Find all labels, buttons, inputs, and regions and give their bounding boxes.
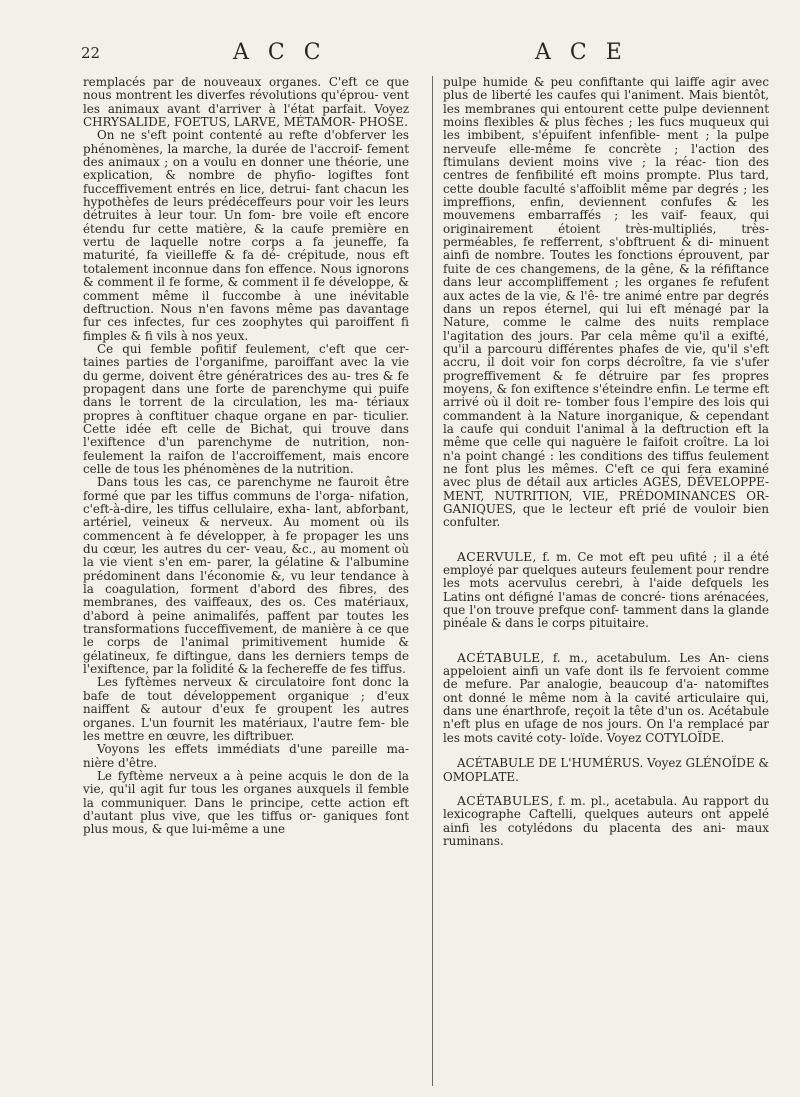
paragraph: Dans tous les cas, ce parenchyme ne fauroit être formé que par les tiffus communs de l'orga- nifation, c'eft-à-dire, les tiffus cellulaire, exha- lant, abforbant, artériel, veineux & nerveux. Au moment où ils commencent à fe développer, à fe propager les uns du cœur, les autres du cer- veau, &c., au moment où la vie vient s'en em- parer, la gélatine & l'albumine prédominent dans l'économie &, vu leur tendance à la coagulation, forment d'abord des fibres, des membranes, des vaiffeaux, des os. Ces matériaux, d'abord à peine animalifés, paffent par toutes les transformations fucceffivement, de manière à ce que le corps de l'animal primitivement humide & gélatineux, fe diftingue, dans les derniers temps de l'exiftence, par la folidité & la fechereffe de fes tiffus. (83, 475, 409, 677)
paragraph: Ce qui femble pofitif feulement, c'eft que cer- taines parties de l'organifme, paroiffant avec la vie du germe, doivent être génératrices des au- tres & fe propagent dans une forte de parenchyme qui puife dans le torrent de la circulation, les ma- tériaux propres à conftituer chaque organe en par- ticulier. Cette idée eft celle de Bichat, qui trouve dans l'exiftence d'un parenchyme de nutrition, non- feulement la raifon de l'accroiffement, mais encore celle de tous les phénomènes de la nutrition. (83, 341, 409, 476)
paragraph: Le fyftème nerveux a à peine acquis le don de la vie, qu'il agit fur tous les organes auxquels il femble la communiquer. Dans le principe, cette action eft d'autant plus vive, que les tiffus or- ganiques font plus mous, & que lui-même a une (83, 768, 409, 837)
page-header (0, 40, 800, 70)
column-divider (432, 76, 433, 1086)
entry-acetabule-humerus: ACÉTABULE DE L'HUMÉRUS. Voyez GLÉNOÏDE & OMOPLATE. (443, 756, 769, 784)
paragraph: remplacés par de nouveaux organes. C'eft ce que nous montrent les diverfes révolutions qu'éprou- vent les animaux avant d'arriver à l'état parfait. Voyez CHRYSALIDE, FOETUS, LARVE, MÉTAMOR- PHOSE. (83, 75, 409, 130)
page-number: 22 (81, 44, 101, 62)
entry-text: , f. m., acetabulum. Les An- ciens appeloient ainfi un vafe dont ils fe fervoient comme de mefure. Par analogie, beaucoup d'a- natomiftes ont donné le même nom à la cavité articulaire qui, dans une énarthrofe, reçoit la tête d'un os. Acétabule n'eft plus en ufage de nos jours. On l'a remplacé par les mots cavité coty- loïde. Voyez COTYLOÏDE. (443, 650, 769, 745)
right-column (443, 76, 769, 848)
entry-acervule (443, 550, 769, 631)
right-running-head: A C E (535, 40, 628, 65)
paragraph: Voyons les effets immédiats d'une pareille ma- nière d'être. (83, 742, 409, 770)
entry-text: , f. m. Ce mot eft peu ufité ; il a été employé par quelques auteurs feulement pour rendre les mots acervulus cerebri, à l'aide defquels les Latins ont défigné l'amas de concré- tions arénacées, que l'on trouve prefque conf- tamment dans la glande pinéale & dans le corps pituitaire. (443, 549, 769, 631)
headword: ACÉTABULE (457, 649, 541, 665)
left-running-head: A C C (233, 40, 327, 65)
left-column (83, 76, 409, 837)
headword: ACÉTABULES (457, 792, 550, 808)
headword: ACERVULE (457, 548, 533, 564)
paragraph: pulpe humide & peu confiftante qui laiffe agir avec plus de liberté les caufes qui l'animent. Mais bientôt, les membranes qui entourent cette pulpe deviennent moins flexibles & plus fèches ; les fucs muqueux qui les imbibent, s'épuifent infenfible- ment ; la pulpe nerveufe elle-même fe concrète ; l'action des ftimulans devient moins vive ; la réac- tion des centres de fenfibilité eft moins prompte. Plus tard, cette double faculté s'affoiblit même par degrés ; les impreffions, enfin, deviennent confufes & les mouvemens embarraffés ; les vaif- feaux, qui originairement étoient très-multipliés, très-perméables, fe refferrent, s'obftruent & di- minuent ainfi de nombre. Toutes les fonctions éprouvent, par fuite de ces changemens, de la gêne, & la réfiftance dans leur accompliffement ; les organes fe refufent aux actes de la vie, & l'ê- tre animé entre par degrés dans un repos éternel, qui lui eft ménagé par la Nature, comme le calme des nuits remplace l'agitation des jours. Par cela même qu'il a exifté, qu'il a parcouru différentes phafes de vie, qu'il s'eft accru, il doit voir fon corps décroître, fa vie s'ufer progreffivement & fe détruire par fes propres moyens, & fon exiftence s'éteindre enfin. Le terme eft arrivé où il doit re- tomber fous l'empire des lois qui commandent à la Nature inorganique, & cependant la caufe qui conduit l'animal à la deftruction eft la même que celle qui naguère le faifoit croître. La loi n'a point changé : les conditions des tiffus feulement ne font plus les mêmes. C'eft ce qui fera examiné avec plus de détail aux articles AGES, DÉVELOPPE- MENT, NUTRITION, VIE, PRÉDOMINANCES OR- GANIQUES, que le lecteur eft prié de vouloir bien confulter. (443, 75, 769, 530)
entry-acetabules (443, 794, 769, 848)
entry-text: , f. m. pl., acetabula. Au rapport du lexicographe Caftelli, quelques auteurs ont appelé ainfi les cotylédons du placenta des ani- maux ruminans. (443, 793, 769, 848)
paragraph: Les fyftèmes nerveux & circulatoire font donc la bafe de tout développement organique ; d'eux naiffent & autour d'eux fe groupent les autres organes. L'un fournit les matériaux, l'autre fem- ble les mettre en œuvre, les diftribuer. (83, 675, 409, 743)
paragraph: On ne s'eft point contenté au refte d'obferver les phénomènes, la marche, la durée de l'accroif- fement des animaux ; on a voulu en donner une théorie, une explication, & nombre de phyfio- logiftes font fucceffivement entrés en lice, detrui- fant chacun les hypothèfes de leurs prédéceffeurs pour voir les leurs détruites à leur tour. Un fom- bre voile eft encore étendu fur cette matière, & la caufe première en vertu de laquelle notre corps a fa jeuneffe, fa maturité, fa vieilleffe & fa dé- crépitude, nous eft totalement inconnue dans fon effence. Nous ignorons & comment il fe forme, & comment il fe développe, & comment même il fuccombe à une inévitable deftruction. Nous n'en favons même pas davantage fur ces infectes, fur ces zoophytes qui paroiffent fi fimples & fi vils à nos yeux. (83, 128, 409, 343)
entry-acetabule (443, 651, 769, 745)
